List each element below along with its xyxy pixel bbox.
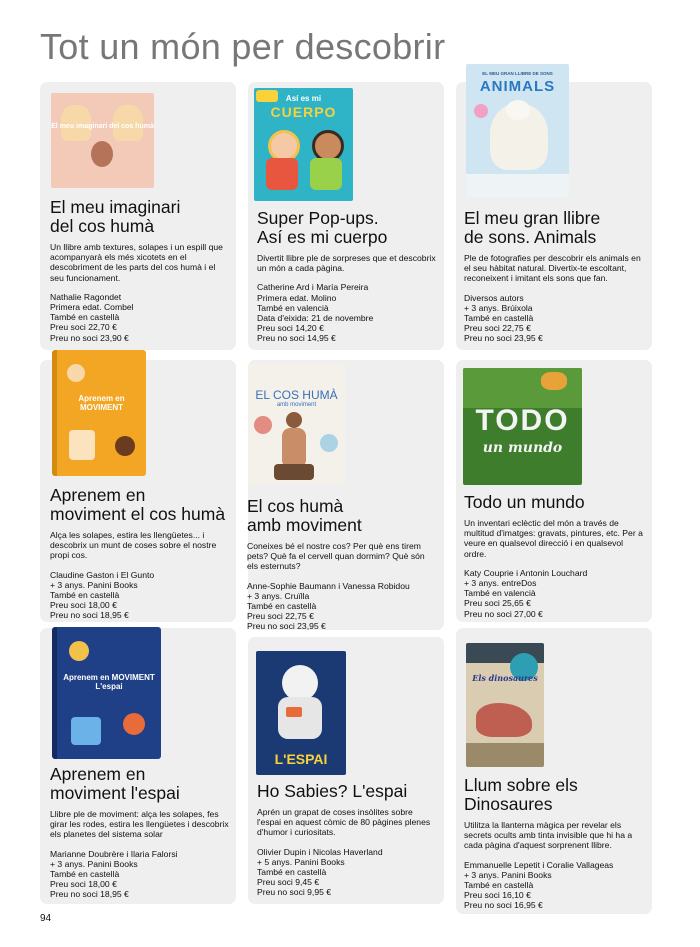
book-cover-aprenem-espai[interactable] — [52, 627, 161, 759]
cover-title: L'ESPAI — [274, 751, 328, 767]
book-meta: Catherine Ard i María Pereira Primera edat. Molino També en valencià Data d'eixida: 21 de novembre Preu soci 14,20 € Preu no soci 14,95 € — [257, 282, 374, 344]
book-description: Ple de fotografies per descobrir els animals en el seu hàbitat natural. Divertix-te escoltant, reconeixent i imitant els sons que fan. — [464, 253, 641, 284]
book-title: Llum sobre els Dinosaures — [464, 775, 578, 814]
book-cover-gran-llibre-animals[interactable] — [466, 64, 569, 197]
book-cover-aprenem-cos-huma[interactable] — [52, 350, 146, 476]
book-info — [464, 776, 646, 911]
cover-title: CUERPO — [270, 104, 337, 120]
book-description: Divertit llibre ple de sorpreses que et descobrix un món a cada pàgina. — [257, 253, 436, 274]
book-title: El cos humà amb moviment — [247, 496, 362, 535]
cover-subtitle: EL MEU GRAN LLIBRE DE SONS — [482, 71, 553, 76]
book-meta: Marianne Doubrère i Ilaria Falorsi + 3 anys. Panini Books També en castellà Preu soci 18,00 € Preu no soci 18,95 € — [50, 848, 178, 900]
book-meta: Diversos autors + 3 anys. Brúixola També en castellà Preu soci 22,75 € Preu no soci 23,95 € — [464, 292, 543, 344]
book-cover-super-pop-ups[interactable] — [254, 88, 353, 201]
book-info — [464, 209, 644, 344]
book-description: Utilitza la llanterna màgica per revelar els secrets ocults amb tinta invisible que hi ha a cada pàgina d'aquest sorprenent llibre. — [464, 820, 633, 851]
book-cover-llum-dinosaures[interactable] — [466, 643, 544, 767]
cover-title: Aprenem en MOVIMENT — [78, 394, 125, 412]
cover-subtitle: amb moviment — [276, 402, 317, 408]
book-title: Super Pop-ups. Así es mi cuerpo — [257, 208, 388, 247]
book-meta: Anne-Sophie Baumann i Vanessa Robidou + 3 anys. Cruïlla També en castellà Preu soci 22,75 € Preu no soci 23,95 € — [247, 580, 410, 632]
book-info — [247, 497, 437, 632]
book-cover-todo-un-mundo[interactable] — [463, 368, 582, 485]
book-title: Todo un mundo — [464, 492, 585, 512]
book-meta: Nathalie Ragondet Primera edat. Combel També en castellà Preu soci 22,70 € Preu no soci 23,90 € — [50, 291, 134, 343]
book-description: Un inventari eclèctic del món a través de multitud d'imatges: gravats, pintures, etc. Per a veure en qualsevol direcció i en qualsevol ordre. — [464, 518, 643, 559]
book-meta: Emmanuelle Lepetit i Coralie Vallageas + 3 anys. Panini Books També en castellà Preu soci 16,10 € Preu no soci 16,95 € — [464, 859, 614, 911]
book-description: Coneixes bé el nostre cos? Per què ens tirem pets? Què fa el cervell quan dormim? Què són els esternuts? — [247, 541, 425, 572]
book-cover-ho-sabies-espai[interactable] — [256, 651, 346, 775]
book-description: Llibre ple de moviment: alça les solapes, fes girar les rodes, estira les llengüetes i descobrix els planetes del sistema solar — [50, 809, 229, 840]
book-description: Alça les solapes, estira les llengüetes... i descobrix un munt de coses sobre el nostre propi cos. — [50, 530, 217, 561]
cover-subtitle: Así es mi — [285, 94, 322, 103]
book-info — [464, 493, 644, 619]
book-cover-cos-huma-moviment[interactable] — [248, 364, 345, 485]
book-info — [50, 198, 230, 343]
cover-title: ANIMALS — [479, 78, 556, 95]
book-title: Ho Sabies? L'espai — [257, 781, 408, 801]
cover-title: EL COS HUMÀ — [255, 388, 338, 402]
book-info — [50, 486, 232, 621]
cover-subtitle: un mundo — [482, 440, 563, 456]
book-title: El meu imaginari del cos humà — [50, 197, 181, 236]
book-info — [257, 209, 437, 344]
book-info — [50, 765, 232, 900]
book-title: Aprenem en moviment el cos humà — [50, 485, 226, 524]
cover-title: El meu imaginari del cos humà — [51, 123, 154, 130]
book-meta: Olivier Dupin i Nicolas Haverland + 5 anys. Panini Books També en castellà Preu soci 9,45 € Preu no soci 9,95 € — [257, 846, 383, 898]
book-title: El meu gran llibre de sons. Animals — [464, 208, 601, 247]
book-meta: Claudine Gaston i El Gunto + 3 anys. Panini Books També en castellà Preu soci 18,00 € Preu no soci 18,95 € — [50, 569, 155, 621]
cover-title: Els dinosaures — [472, 673, 538, 683]
book-meta: Katy Couprie i Antonin Louchard + 3 anys. entreDos També en valencià Preu soci 25,65 € Preu no soci 27,00 € — [464, 567, 588, 619]
book-description: Aprén un grapat de coses insòlites sobre l'espai en aquest còmic de 80 pàgines plenes d'humor i curiositats. — [257, 807, 431, 838]
cover-title: TODO — [475, 404, 570, 437]
page-number: 94 — [40, 913, 52, 924]
book-info — [257, 782, 439, 898]
book-cover-el-meu-imaginari[interactable] — [51, 93, 154, 188]
cover-title: Aprenem en MOVIMENT L'espai — [63, 673, 155, 691]
book-title: Aprenem en moviment l'espai — [50, 764, 180, 803]
page-title: Tot un món per descobrir — [40, 26, 446, 67]
book-description: Un llibre amb textures, solapes i un espill que acompanyarà els més xicotets en el descobriment de les parts del cos humà i el seu funcionament. — [50, 242, 223, 283]
